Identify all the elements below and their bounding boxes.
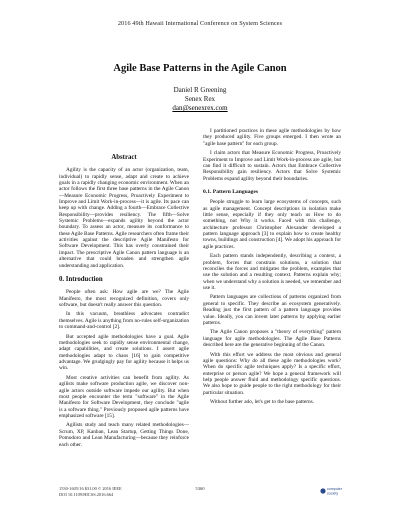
author-email-link[interactable]: dan@senexrex.com (172, 104, 228, 112)
conference-header: 2016 49th Hawaii International Conference on System Sciences (117, 20, 283, 27)
intro-paragraph: In this vacuum, breathless advocates contradict themselves. Agile is anything from no-rules self-organization to command-and-control [2]. (59, 311, 189, 331)
intro-paragraph: Most creative activities can benefit from agility. As agilists make software production agile, we discover non-agile actors outside software impede our agility. But when most people encounter the term "software" in the Agile Manifesto for Software Development, they conclude "agile is a software thing." Previously proposed agile patterns have emphasized software [15]. (59, 374, 189, 419)
author-org: Senex Rex (184, 95, 216, 103)
intro-heading: 0. Introduction (59, 275, 103, 283)
body-paragraph: Each pattern stands independently, describing a context, a problem, forces that constrain solutions, a solution that reconciles the forces and mitigates the problem, examples that use the solution and a resulting context. Patterns explain why; when we understand why a solution is needed, we remember and use it. (203, 253, 341, 291)
intro-paragraph: But accepted agile methodologies have a goal. Agile methodologies seek to rapidly sense environmental change, adapt capabilities, and create solutions. I assert agile methodologies adapt to chaos [16] to gain competitive advantage. We grudgingly pay for agility because it helps us win. (59, 333, 189, 372)
body-paragraph: Without further ado, let's get to the base patterns. (210, 399, 315, 406)
computer-society-logo (320, 484, 344, 498)
body-paragraph: People struggle to learn large ecosystems of concepts, such as agile management. Concept descriptions in isolation make little sense, especially if they only teach us How to do something, not Why it works. Faced with this challenge, architecture professor Christopher Alexander developed a pattern language approach [3] to explain how to create healthy towns, buildings and construction [4]. We adopt his approach for agile practices. (203, 199, 341, 250)
author-name: Daniel R Greening (173, 86, 227, 94)
intro-paragraph: Agilists study and teach many related methodologies—Scrum, XP, Kanban, Lean Startup, Getting Things Done, Pomodoro and Lean Manufacturing—because they reinforce each other. (59, 422, 189, 448)
logo-mark-icon (320, 488, 325, 493)
left-column (59, 155, 189, 451)
body-paragraph: With this effort we address the most obvious and general agile questions: Why do all these agile methodologies work? When do specific agile techniques apply? Is a specific effort, enterprise or person agile? We hope a general framework will help people answer fluid and methodology specific questions. We also hope to guide people to the right methodology for their particular situation. (203, 351, 341, 396)
abstract-text: Agility is the capacity of an actor (organization, team, individual) to rapidly sense, adapt and create to achieve goals in a rapidly changing economic environment. When an actor follows the first three base patterns in the Agile Canon—Measure Economic Progress, Proactively Experiment to Improve and Limit Work-in-process—it is agile. Its pace can keep up with change. Adding a fourth—Embrace Collective Responsibility—provides resiliency. The fifth—Solve Systemic Problems—expands agility beyond the actor boundary. To assess an actor, measure its conformance to these Agile Base Patterns. Agile researchers often frame their activities against the descriptive Agile Manifesto for Software Development. This has overly constrained their impact. The prescriptive Agile Canon pattern language is an alternative that could broaden and strengthen agile understanding and application. (59, 167, 189, 269)
abstract-heading: Abstract (111, 154, 137, 161)
intro-paragraph: People often ask: How agile are we? The Agile Manifesto, the most recognized definition, covers only software, but doesn't really answer this question. (59, 289, 189, 308)
body-paragraph: Pattern languages are collections of patterns organized from general to specific. They describe an ecosystem generatively. Reading just the first pattern of a pattern language provides value. Ideally, you can invent later patterns by applying earlier patterns. (203, 294, 341, 326)
footer-doi: DOI 10.1109/HICSS.2016.664 (59, 491, 114, 497)
page-number: 5360 (195, 486, 205, 491)
body-paragraph: I claim actors that Measure Economic Progress, Proactively Experiment to Improve and Limit Work-in-process are agile, but can find it difficult to sustain. Actors that Embrace Collective Responsibility gain resiliency. Actors that Solve Systemic Problems expand agility beyond their boundaries. (203, 150, 341, 182)
body-paragraph: I partitioned practices in these agile methodologies by how they produced agility. Five groups emerged. I then wrote an "agile base pattern" for each group. (203, 128, 341, 147)
paper-title: Agile Base Patterns in the Agile Canon (113, 63, 287, 74)
footer-issn: 1530-1605/16 $31.00 © 2016 IEEE (59, 486, 122, 491)
right-column (203, 128, 341, 409)
body-paragraph: The Agile Canon proposes a "theory of everything" pattern language for agile methodologies. The Agile Base Patterns described here are the generative beginning of the Canon. (203, 329, 341, 349)
logo-text-top: computer (327, 487, 342, 491)
section-subheading: 0.1. Pattern Languages (203, 188, 259, 195)
author-block (0, 86, 400, 113)
logo-text-bottom: society (327, 491, 339, 496)
